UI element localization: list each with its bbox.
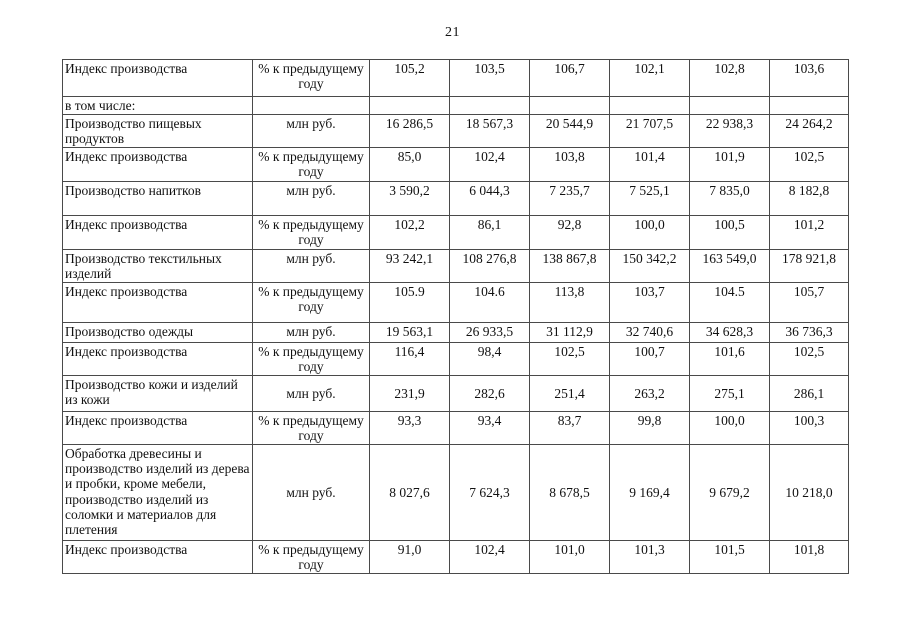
row-value: 101,3	[610, 541, 690, 574]
table-row	[63, 342, 849, 375]
row-unit: млн руб.	[253, 375, 370, 411]
table-row	[63, 282, 849, 322]
table-row	[63, 322, 849, 342]
row-value: 83,7	[530, 411, 610, 444]
row-value: 100,3	[770, 411, 849, 444]
row-value: 163 549,0	[690, 249, 770, 282]
row-value: 7 235,7	[530, 181, 610, 215]
row-value: 102,1	[610, 60, 690, 97]
row-value: 102,4	[450, 541, 530, 574]
row-value: 105,2	[370, 60, 450, 97]
row-value: 8 678,5	[530, 445, 610, 541]
row-value: 7 624,3	[450, 445, 530, 541]
table-row	[63, 541, 849, 574]
row-value: 22 938,3	[690, 115, 770, 148]
table-row	[63, 115, 849, 148]
table-row	[63, 215, 849, 249]
row-unit: % к предыдущему году	[253, 541, 370, 574]
row-value: 105,7	[770, 282, 849, 322]
row-unit: млн руб.	[253, 249, 370, 282]
table-row	[63, 148, 849, 181]
row-label: Производство одежды	[63, 322, 253, 342]
row-value: 92,8	[530, 215, 610, 249]
row-label: Производство текстильных изделий	[63, 249, 253, 282]
row-value: 24 264,2	[770, 115, 849, 148]
row-label: Обработка древесины и производство изделий из дерева и пробки, кроме мебели, производство изделий из соломки и материалов для плетения	[63, 445, 253, 541]
row-value: 9 169,4	[610, 445, 690, 541]
row-unit: млн руб.	[253, 322, 370, 342]
row-value: 6 044,3	[450, 181, 530, 215]
row-value: 104.6	[450, 282, 530, 322]
page-number: 21	[445, 25, 460, 40]
row-value: 102,8	[690, 60, 770, 97]
row-value: 103,8	[530, 148, 610, 181]
row-value: 16 286,5	[370, 115, 450, 148]
row-value	[770, 97, 849, 115]
row-value: 101,2	[770, 215, 849, 249]
row-value: 93 242,1	[370, 249, 450, 282]
row-label: Производство пищевых продуктов	[63, 115, 253, 148]
table-row	[63, 97, 849, 115]
row-value: 98,4	[450, 342, 530, 375]
row-value: 101,8	[770, 541, 849, 574]
row-value: 275,1	[690, 375, 770, 411]
row-value: 105.9	[370, 282, 450, 322]
row-value: 231,9	[370, 375, 450, 411]
row-value: 101,5	[690, 541, 770, 574]
row-unit: % к предыдущему году	[253, 411, 370, 444]
row-unit: % к предыдущему году	[253, 215, 370, 249]
table-row	[63, 375, 849, 411]
row-value: 263,2	[610, 375, 690, 411]
row-value	[610, 97, 690, 115]
row-value: 100,5	[690, 215, 770, 249]
row-value: 103,7	[610, 282, 690, 322]
row-value	[690, 97, 770, 115]
row-value: 9 679,2	[690, 445, 770, 541]
row-value: 19 563,1	[370, 322, 450, 342]
row-value: 93,4	[450, 411, 530, 444]
row-value: 102,2	[370, 215, 450, 249]
row-unit: % к предыдущему году	[253, 342, 370, 375]
row-unit: млн руб.	[253, 181, 370, 215]
table-row	[63, 411, 849, 444]
row-value: 150 342,2	[610, 249, 690, 282]
row-value: 100,0	[690, 411, 770, 444]
row-value: 178 921,8	[770, 249, 849, 282]
row-value: 102,5	[770, 148, 849, 181]
row-label: в том числе:	[63, 97, 253, 115]
row-value: 18 567,3	[450, 115, 530, 148]
row-label: Индекс производства	[63, 282, 253, 322]
row-value: 8 182,8	[770, 181, 849, 215]
row-value: 106,7	[530, 60, 610, 97]
row-value: 138 867,8	[530, 249, 610, 282]
row-value: 20 544,9	[530, 115, 610, 148]
row-value: 91,0	[370, 541, 450, 574]
row-value: 3 590,2	[370, 181, 450, 215]
row-value: 31 112,9	[530, 322, 610, 342]
row-unit: млн руб.	[253, 115, 370, 148]
row-value: 103,6	[770, 60, 849, 97]
row-value: 102,5	[530, 342, 610, 375]
row-value: 10 218,0	[770, 445, 849, 541]
row-unit	[253, 97, 370, 115]
table-row	[63, 181, 849, 215]
row-label: Индекс производства	[63, 148, 253, 181]
row-value: 102,4	[450, 148, 530, 181]
row-value: 99,8	[610, 411, 690, 444]
row-value: 26 933,5	[450, 322, 530, 342]
row-value: 286,1	[770, 375, 849, 411]
row-label: Индекс производства	[63, 541, 253, 574]
row-value: 21 707,5	[610, 115, 690, 148]
row-value: 34 628,3	[690, 322, 770, 342]
row-value: 103,5	[450, 60, 530, 97]
row-value: 36 736,3	[770, 322, 849, 342]
row-unit: % к предыдущему году	[253, 282, 370, 322]
row-value: 102,5	[770, 342, 849, 375]
row-unit: млн руб.	[253, 445, 370, 541]
row-value	[530, 97, 610, 115]
row-value: 32 740,6	[610, 322, 690, 342]
row-value: 85,0	[370, 148, 450, 181]
row-value: 101,9	[690, 148, 770, 181]
row-value: 101,0	[530, 541, 610, 574]
table-row	[63, 445, 849, 541]
row-label: Индекс производства	[63, 215, 253, 249]
row-value: 108 276,8	[450, 249, 530, 282]
row-value: 7 835,0	[690, 181, 770, 215]
row-value	[370, 97, 450, 115]
row-value: 100,7	[610, 342, 690, 375]
row-value: 104.5	[690, 282, 770, 322]
table-row	[63, 249, 849, 282]
row-value: 93,3	[370, 411, 450, 444]
row-unit: % к предыдущему году	[253, 60, 370, 97]
row-unit: % к предыдущему году	[253, 148, 370, 181]
row-value: 282,6	[450, 375, 530, 411]
row-value: 8 027,6	[370, 445, 450, 541]
production-statistics-table	[62, 59, 849, 574]
row-value: 113,8	[530, 282, 610, 322]
row-value: 7 525,1	[610, 181, 690, 215]
row-value	[450, 97, 530, 115]
row-value: 86,1	[450, 215, 530, 249]
row-label: Производство кожи и изделий из кожи	[63, 375, 253, 411]
production-table-body	[63, 60, 849, 574]
row-label: Индекс производства	[63, 342, 253, 375]
row-value: 116,4	[370, 342, 450, 375]
row-label: Индекс производства	[63, 60, 253, 97]
row-value: 100,0	[610, 215, 690, 249]
row-value: 101,6	[690, 342, 770, 375]
row-label: Индекс производства	[63, 411, 253, 444]
row-value: 251,4	[530, 375, 610, 411]
row-label: Производство напитков	[63, 181, 253, 215]
row-value: 101,4	[610, 148, 690, 181]
table-row	[63, 60, 849, 97]
